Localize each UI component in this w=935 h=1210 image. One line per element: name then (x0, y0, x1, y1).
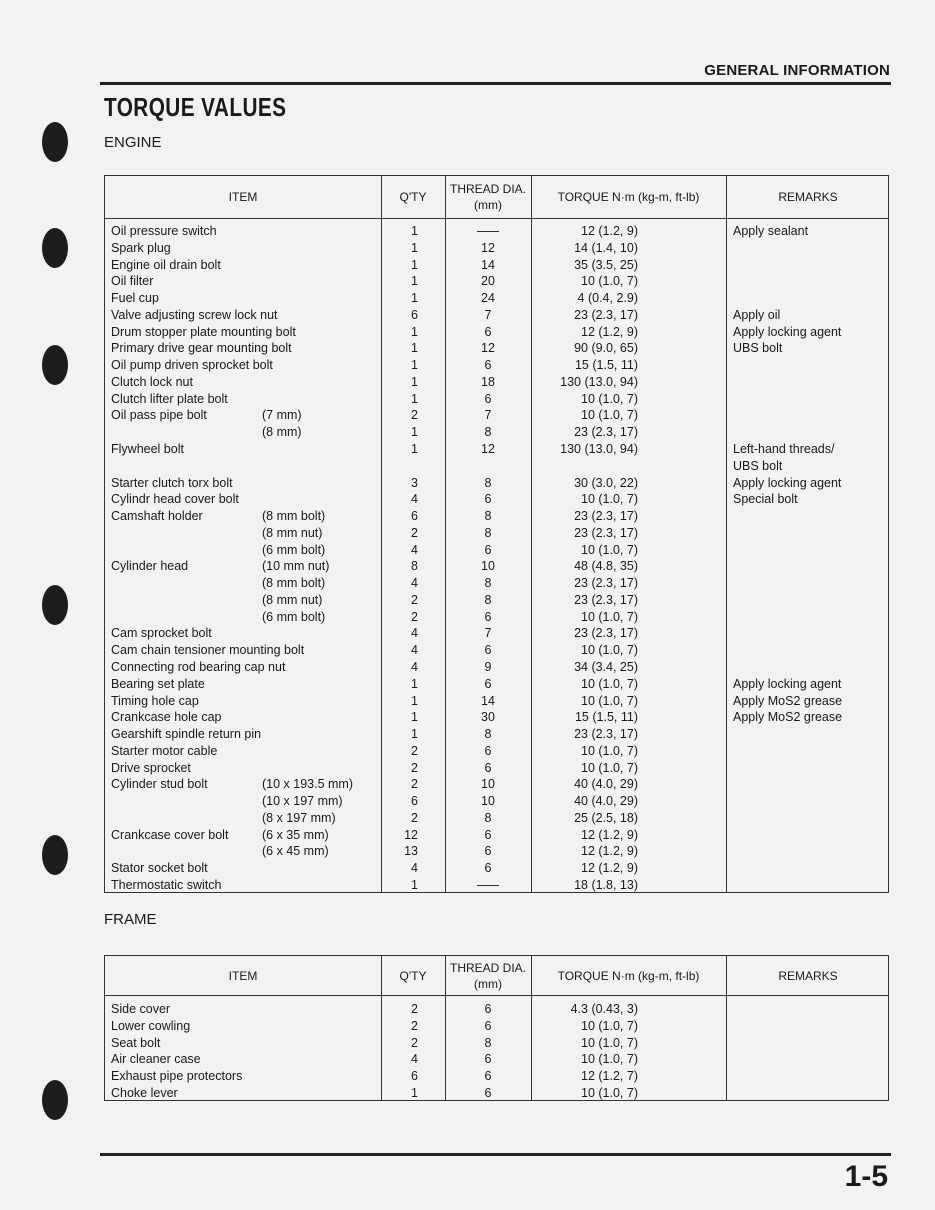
thread-diameter: 10 (481, 559, 495, 574)
remarks: Apply locking agent (733, 475, 842, 490)
item-spec: (8 mm nut) (262, 592, 323, 607)
thread-diameter: 8 (484, 810, 492, 825)
quantity: 1 (411, 324, 418, 339)
quantity: 4 (411, 861, 418, 876)
quantity: 4 (411, 660, 418, 675)
torque-value: 23 (2.3, 17) (574, 509, 638, 524)
footer-rule (100, 1153, 891, 1156)
thread-diameter: 6 (484, 391, 492, 406)
torque-value: 40 (4.0, 29) (574, 777, 638, 792)
quantity: 1 (411, 878, 418, 893)
table-row (105, 1068, 888, 1085)
torque-value: 12 (1.2, 9) (581, 324, 638, 339)
item-name: Cylinder head (111, 559, 189, 574)
column-header-item: ITEM (228, 968, 258, 983)
item-spec: (6 mm bolt) (262, 609, 326, 624)
thread-diameter: 6 (484, 676, 492, 691)
thread-diameter: 6 (484, 844, 492, 859)
thread-diameter: 6 (484, 358, 492, 373)
remarks: Apply locking agent (733, 676, 842, 691)
quantity: 2 (411, 592, 418, 607)
quantity: 13 (404, 844, 418, 859)
item-name: Drive sprocket (111, 760, 191, 775)
quantity: 4 (411, 576, 418, 591)
torque-value: 10 (1.0, 7) (581, 391, 638, 406)
torque-value: 10 (1.0, 7) (581, 609, 638, 624)
item-name: Cylindr head cover bolt (111, 492, 239, 507)
item-name: Primary drive gear mounting bolt (111, 341, 292, 356)
item-name: Cam chain tensioner mounting bolt (111, 643, 305, 658)
table-row (105, 223, 888, 240)
item-name: Oil pump driven sprocket bolt (111, 358, 273, 373)
table-row (105, 642, 888, 659)
thread-diameter: 6 (484, 609, 492, 624)
item-spec: (7 mm) (262, 408, 302, 423)
thread-diameter: 30 (481, 710, 495, 725)
binder-ring-icon (42, 122, 68, 162)
thread-diameter: 6 (484, 324, 492, 339)
item-name: Flywheel bolt (111, 442, 184, 456)
quantity: 1 (411, 274, 418, 289)
torque-value: 90 (9.0, 65) (574, 341, 638, 356)
quantity: 1 (411, 710, 418, 725)
table-row (105, 1035, 888, 1052)
torque-value: 15 (1.5, 11) (574, 358, 638, 373)
torque-value: 12 (1.2, 9) (581, 224, 638, 238)
thread-diameter: 6 (484, 643, 492, 658)
item-spec: (8 mm bolt) (262, 576, 326, 591)
quantity: 3 (411, 475, 418, 490)
item-spec: (10 x 197 mm) (262, 794, 343, 809)
thread-diameter: 8 (484, 475, 492, 490)
torque-value: 23 (2.3, 17) (574, 307, 638, 322)
item-name: Cam sprocket bolt (111, 626, 212, 641)
table-row (105, 676, 888, 693)
quantity: 1 (411, 727, 418, 742)
thread-diameter: 8 (484, 1035, 492, 1050)
quantity: 1 (411, 291, 418, 306)
torque-value: 48 (4.8, 35) (574, 559, 638, 574)
item-spec: (8 x 197 mm) (262, 810, 336, 825)
table-row (105, 240, 888, 257)
item-name: Air cleaner case (111, 1052, 201, 1067)
item-name: Crankcase cover bolt (111, 827, 229, 842)
thread-diameter: 6 (484, 760, 492, 775)
item-spec: (10 x 193.5 mm) (262, 777, 354, 792)
thread-diameter: 24 (481, 291, 495, 306)
table-row (105, 273, 888, 290)
column-header-torque: TORQUE N·m (kg-m, ft-lb) (557, 968, 700, 983)
table-row (105, 340, 888, 357)
quantity: 6 (411, 509, 418, 524)
item-name: Side cover (111, 1002, 171, 1016)
quantity: 1 (411, 442, 418, 456)
table-row (105, 424, 888, 441)
quantity: 2 (411, 743, 418, 758)
item-name: Exhaust pipe protectors (111, 1069, 243, 1084)
table-row (105, 659, 888, 676)
torque-value: 34 (3.4, 25) (574, 660, 638, 675)
thread-diameter: 8 (484, 727, 492, 742)
header-rule (100, 82, 891, 85)
quantity: 6 (411, 307, 418, 322)
thread-diameter: 6 (484, 1085, 492, 1100)
table-row (105, 257, 888, 274)
remarks: Special bolt (733, 492, 798, 507)
table-row (105, 609, 888, 626)
torque-value: 10 (1.0, 7) (581, 760, 638, 775)
quantity: 2 (411, 525, 418, 540)
torque-value: 23 (2.3, 17) (574, 576, 638, 591)
binder-ring-icon (42, 345, 68, 385)
torque-value: 10 (1.0, 7) (581, 492, 638, 507)
table-row (105, 525, 888, 542)
column-header-qty: Q'TY (399, 190, 427, 204)
column-header-remarks: REMARKS (778, 968, 838, 983)
torque-value: 10 (1.0, 7) (581, 676, 638, 691)
item-name: Crankcase hole cap (111, 710, 222, 725)
column-header-torque: TORQUE N·m (kg-m, ft-lb) (557, 190, 700, 204)
quantity: 1 (411, 224, 418, 238)
table-row (105, 726, 888, 743)
column-header-thread: THREAD DIA. (mm) (449, 182, 526, 212)
item-spec: (6 x 35 mm) (262, 827, 329, 842)
quantity: 1 (411, 425, 418, 440)
item-spec: (8 mm bolt) (262, 509, 326, 524)
table-row (105, 407, 888, 424)
thread-diameter: 12 (481, 341, 495, 356)
remarks: Apply MoS2 grease (733, 710, 843, 725)
table-row (105, 625, 888, 642)
quantity: 2 (411, 408, 418, 423)
torque-value: 10 (1.0, 7) (581, 693, 638, 708)
torque-value: 12 (1.2, 7) (581, 1069, 638, 1084)
torque-value: 10 (1.0, 7) (581, 643, 638, 658)
column-header-item: ITEM (228, 190, 258, 204)
quantity: 2 (411, 810, 418, 825)
quantity: 1 (411, 341, 418, 356)
torque-value: 10 (1.0, 7) (581, 408, 638, 423)
torque-value: 14 (1.4, 10) (574, 240, 638, 255)
table-row (105, 860, 888, 877)
item-name: Thermostatic switch (111, 878, 222, 893)
thread-diameter: 10 (481, 794, 495, 809)
thread-diameter: 6 (484, 861, 492, 876)
quantity: 1 (411, 676, 418, 691)
quantity: 4 (411, 492, 418, 507)
table-row (105, 709, 888, 726)
item-spec: (8 mm) (262, 425, 302, 440)
thread-diameter: 12 (481, 442, 495, 456)
item-name: Camshaft holder (111, 509, 203, 524)
column-header-thread: THREAD DIA. (mm) (449, 960, 526, 991)
torque-value: 10 (1.0, 7) (581, 1035, 638, 1050)
table-row (105, 458, 888, 475)
quantity: 1 (411, 374, 418, 389)
table-row (105, 491, 888, 508)
thread-diameter: 18 (481, 374, 495, 389)
torque-value: 4 (0.4, 2.9) (577, 291, 638, 306)
table-row (105, 810, 888, 827)
thread-diameter: 20 (481, 274, 495, 289)
frame-torque-table (104, 955, 889, 1101)
torque-value: 18 (1.8, 13) (574, 878, 638, 893)
table-row (105, 508, 888, 525)
thread-diameter: 6 (484, 1052, 492, 1067)
item-spec: (10 mm nut) (262, 559, 330, 574)
item-name: Lower cowling (111, 1018, 191, 1033)
table-row (105, 558, 888, 575)
item-name: Seat bolt (111, 1035, 161, 1050)
item-spec: (6 mm bolt) (262, 542, 326, 557)
column-header-qty: Q'TY (399, 968, 427, 983)
engine-heading: ENGINE (104, 134, 162, 151)
torque-value: 12 (1.2, 9) (581, 861, 638, 876)
thread-diameter: 8 (484, 592, 492, 607)
thread-diameter: 14 (481, 693, 495, 708)
binder-ring-icon (42, 228, 68, 268)
table-row (105, 1085, 888, 1102)
torque-value: 15 (1.5, 11) (574, 710, 638, 725)
section-header: GENERAL INFORMATION (704, 62, 890, 79)
table-row (105, 1018, 888, 1035)
thread-diameter: 6 (484, 492, 492, 507)
binder-ring-icon (42, 1080, 68, 1120)
quantity: 2 (411, 609, 418, 624)
item-name: Stator socket bolt (111, 861, 208, 876)
frame-heading: FRAME (104, 911, 157, 928)
thread-diameter: 6 (484, 1002, 492, 1016)
table-row (105, 391, 888, 408)
quantity: 4 (411, 542, 418, 557)
thread-diameter: 6 (484, 827, 492, 842)
remarks: Apply sealant (733, 224, 809, 238)
table-row (105, 290, 888, 307)
thread-diameter: 7 (484, 307, 492, 322)
torque-value: 23 (2.3, 17) (574, 727, 638, 742)
table-row (105, 743, 888, 760)
quantity: 1 (411, 693, 418, 708)
table-row (105, 357, 888, 374)
torque-value: 10 (1.0, 7) (581, 274, 638, 289)
torque-value: 12 (1.2, 9) (581, 827, 638, 842)
torque-value: 130 (13.0, 94) (560, 442, 638, 456)
quantity: 4 (411, 1052, 418, 1067)
table-row (105, 374, 888, 391)
table-header (105, 956, 888, 996)
page-title: TORQUE VALUES (104, 92, 287, 122)
dash-icon (445, 877, 531, 894)
item-name: Starter clutch torx bolt (111, 475, 233, 490)
item-name: Gearshift spindle return pin (111, 727, 262, 742)
quantity: 6 (411, 1069, 418, 1084)
item-name: Oil filter (111, 274, 154, 289)
thread-diameter: 6 (484, 743, 492, 758)
table-row (105, 1001, 888, 1018)
page-number: 1-5 (844, 1160, 888, 1193)
table-row (105, 877, 888, 894)
torque-value: 35 (3.5, 25) (574, 257, 638, 272)
quantity: 2 (411, 1035, 418, 1050)
item-name: Engine oil drain bolt (111, 257, 221, 272)
engine-torque-table (104, 175, 889, 893)
torque-value: 4.3 (0.43, 3) (570, 1002, 638, 1016)
item-name: Choke lever (111, 1085, 178, 1100)
quantity: 2 (411, 760, 418, 775)
thread-diameter: 9 (484, 660, 492, 675)
torque-value: 10 (1.0, 7) (581, 743, 638, 758)
item-name: Fuel cup (111, 291, 159, 306)
quantity: 1 (411, 358, 418, 373)
quantity: 4 (411, 626, 418, 641)
torque-value: 10 (1.0, 7) (581, 1052, 638, 1067)
quantity: 2 (411, 1002, 418, 1016)
remarks: Apply oil (733, 307, 781, 322)
table-row (105, 760, 888, 777)
remarks: UBS bolt (733, 458, 783, 473)
thread-diameter: 6 (484, 542, 492, 557)
table-row (105, 542, 888, 559)
item-name: Bearing set plate (111, 676, 205, 691)
thread-diameter: 7 (484, 626, 492, 641)
item-name: Clutch lifter plate bolt (111, 391, 228, 406)
torque-value: 40 (4.0, 29) (574, 794, 638, 809)
item-name: Drum stopper plate mounting bolt (111, 324, 296, 339)
table-row (105, 1051, 888, 1068)
binder-ring-icon (42, 835, 68, 875)
table-row (105, 793, 888, 810)
remarks: UBS bolt (733, 341, 783, 356)
quantity: 1 (411, 391, 418, 406)
item-name: Cylinder stud bolt (111, 777, 208, 792)
thread-diameter: 10 (481, 777, 495, 792)
thread-diameter: 14 (481, 257, 495, 272)
quantity: 4 (411, 643, 418, 658)
thread-diameter: 8 (484, 425, 492, 440)
thread-diameter: 6 (484, 1018, 492, 1033)
item-name: Starter motor cable (111, 743, 218, 758)
torque-value: 23 (2.3, 17) (574, 525, 638, 540)
thread-diameter: 8 (484, 576, 492, 591)
torque-value: 10 (1.0, 7) (581, 1085, 638, 1100)
torque-value: 10 (1.0, 7) (581, 542, 638, 557)
thread-diameter: 7 (484, 408, 492, 423)
item-name: Spark plug (111, 240, 171, 255)
item-name: Connecting rod bearing cap nut (111, 660, 286, 675)
table-row (105, 575, 888, 592)
table-row (105, 592, 888, 609)
torque-value: 10 (1.0, 7) (581, 1018, 638, 1033)
thread-diameter: 8 (484, 509, 492, 524)
item-name: Oil pass pipe bolt (111, 408, 207, 423)
item-spec: (6 x 45 mm) (262, 844, 329, 859)
quantity: 1 (411, 240, 418, 255)
quantity: 1 (411, 257, 418, 272)
remarks: Apply MoS2 grease (733, 693, 843, 708)
item-name: Timing hole cap (111, 693, 199, 708)
quantity: 6 (411, 794, 418, 809)
remarks: Apply locking agent (733, 324, 842, 339)
thread-diameter: 8 (484, 525, 492, 540)
table-row (105, 843, 888, 860)
quantity: 2 (411, 1018, 418, 1033)
thread-diameter: 6 (484, 1069, 492, 1084)
table-row (105, 307, 888, 324)
table-row (105, 827, 888, 844)
item-name: Clutch lock nut (111, 374, 193, 389)
item-name: Oil pressure switch (111, 224, 217, 238)
binder-ring-icon (42, 585, 68, 625)
item-spec: (8 mm nut) (262, 525, 323, 540)
torque-value: 23 (2.3, 17) (574, 626, 638, 641)
quantity: 8 (411, 559, 418, 574)
thread-diameter: 12 (481, 240, 495, 255)
table-row (105, 776, 888, 793)
remarks: Left-hand threads/ (733, 442, 835, 456)
table-row (105, 324, 888, 341)
torque-value: 23 (2.3, 17) (574, 425, 638, 440)
torque-value: 130 (13.0, 94) (560, 374, 638, 389)
table-row (105, 441, 888, 458)
quantity: 2 (411, 777, 418, 792)
torque-value: 23 (2.3, 17) (574, 592, 638, 607)
column-header-remarks: REMARKS (778, 190, 838, 204)
item-name: Valve adjusting screw lock nut (111, 307, 278, 322)
dash-icon (445, 223, 531, 240)
table-row (105, 693, 888, 710)
quantity: 1 (411, 1085, 418, 1100)
quantity: 12 (404, 827, 418, 842)
torque-value: 25 (2.5, 18) (574, 810, 638, 825)
torque-value: 12 (1.2, 9) (581, 844, 638, 859)
torque-value: 30 (3.0, 22) (574, 475, 638, 490)
table-row (105, 475, 888, 492)
table-header (105, 176, 888, 219)
